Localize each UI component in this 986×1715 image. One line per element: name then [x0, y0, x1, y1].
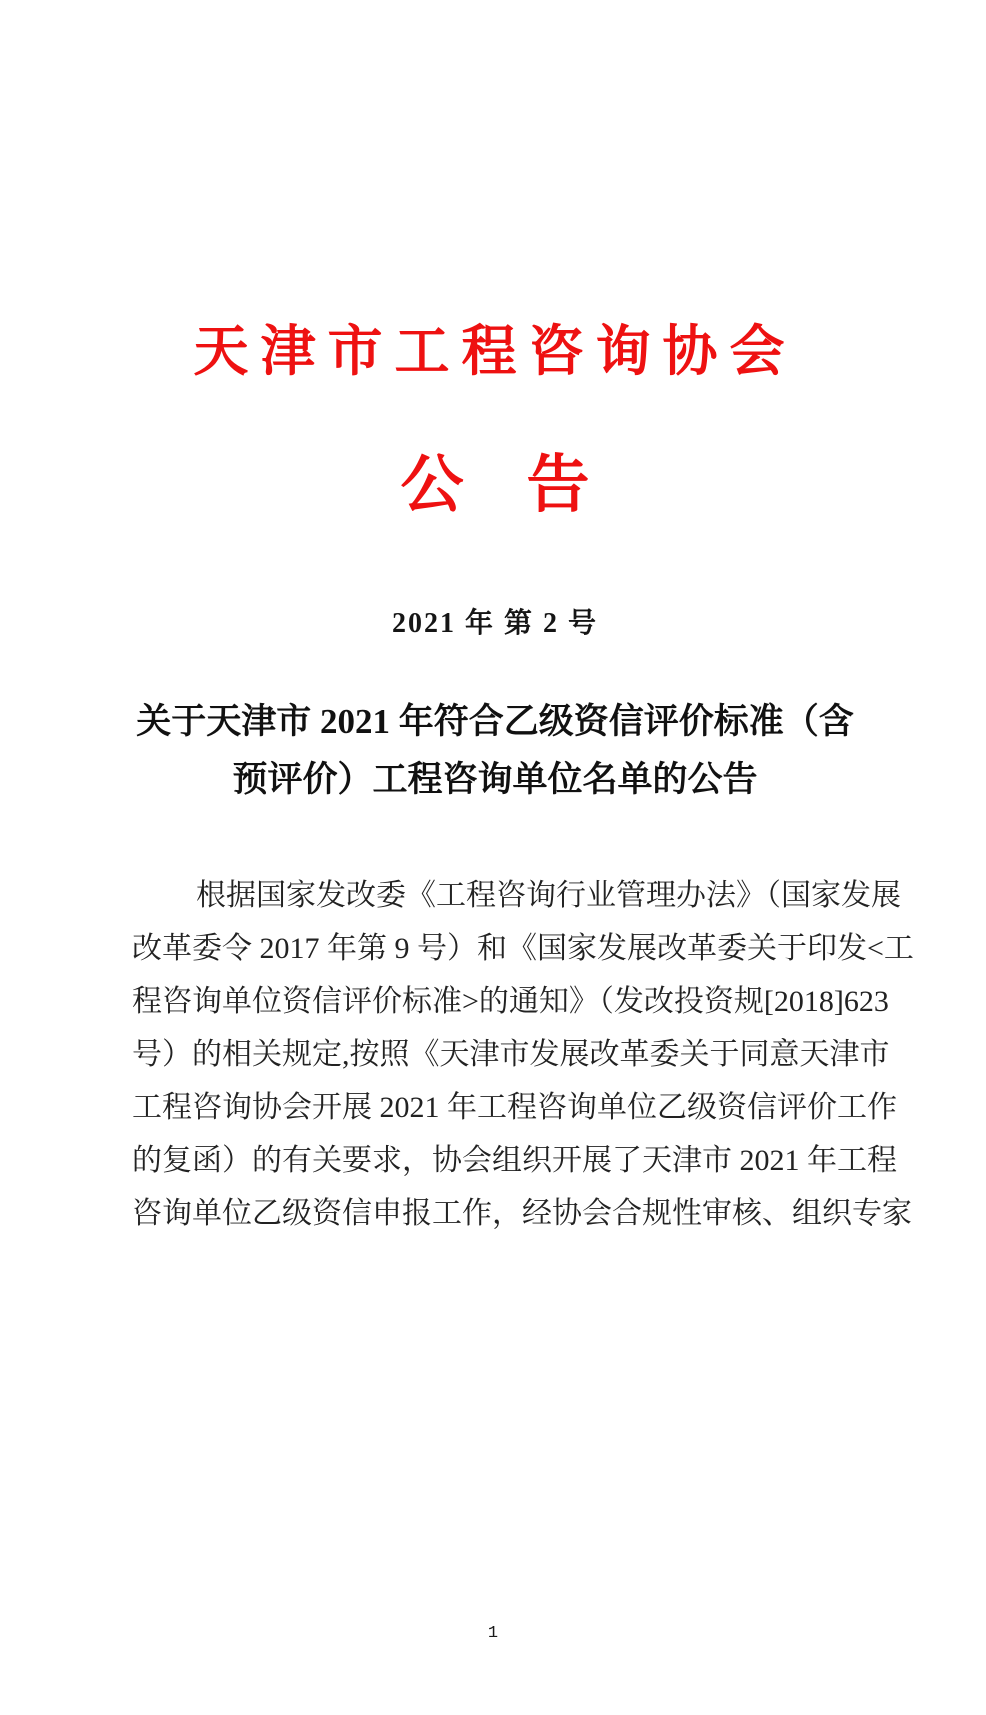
page-number: 1 [487, 1624, 499, 1643]
notice-title: 公 告 [400, 449, 590, 520]
body-text-line: 的复函）的有关要求，协会组织开展了天津市 2021 年工程 [132, 1144, 897, 1178]
document-heading-line-2: 预评价）工程咨询单位名单的公告 [232, 760, 758, 800]
issue-number: 2021 年 第 2 号 [391, 608, 598, 640]
body-text-line: 改革委令 2017 年第 9 号）和《国家发展改革委关于印发<工 [132, 932, 914, 966]
document-heading [132, 693, 858, 809]
body-text-line: 咨询单位乙级资信申报工作，经协会合规性审核、组织专家 [132, 1197, 912, 1231]
body-text-line: 程咨询单位资信评价标准>的通知》（发改投资规[2018]623 [132, 985, 889, 1019]
body-paragraph [132, 869, 914, 1240]
announcement-page [0, 318, 986, 1715]
body-text-line: 工程咨询协会开展 2021 年工程咨询单位乙级资信评价工作 [132, 1091, 897, 1125]
body-text-line: 根据国家发改委《工程咨询行业管理办法》（国家发展 [196, 879, 901, 913]
organization-title: 天津市工程咨询协会 [193, 321, 797, 382]
body-text-line: 号）的相关规定,按照《天津市发展改革委关于同意天津市 [132, 1038, 890, 1072]
document-heading-line-1: 关于天津市 2021 年符合乙级资信评价标准（含 [136, 702, 854, 742]
